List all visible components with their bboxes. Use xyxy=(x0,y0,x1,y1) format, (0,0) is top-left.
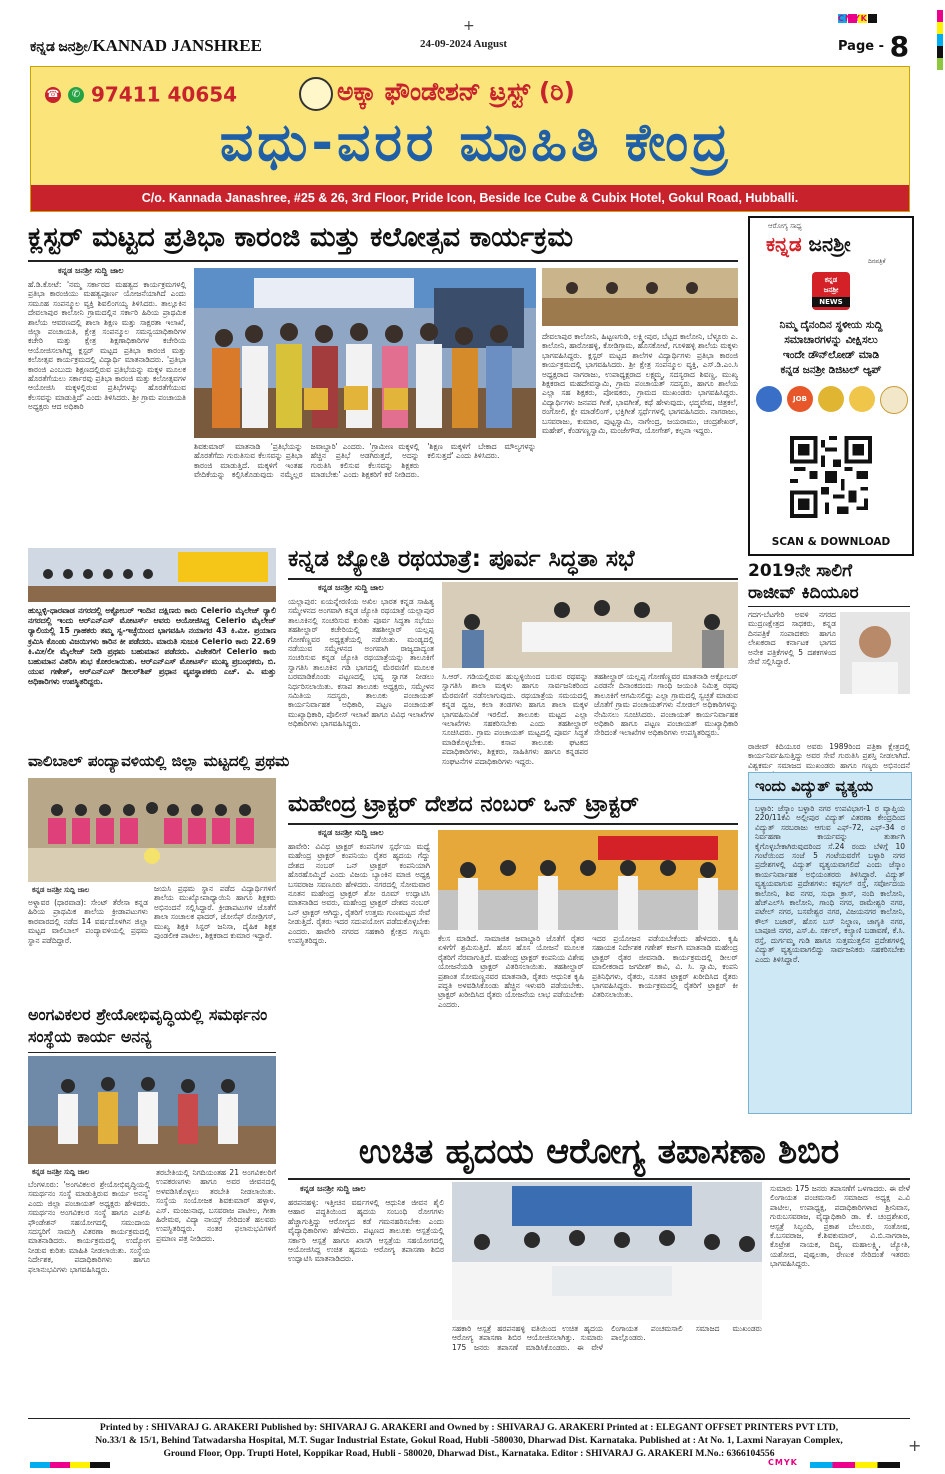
masthead-logo-kannada: ಕನ್ನಡ ಜನಶ್ರೀ xyxy=(30,40,88,55)
article7-byline: ಕನ್ನಡ ಜನಶ್ರೀ ಸುದ್ದಿ ಜಾಲ xyxy=(300,1184,366,1193)
article3-headline: ಕನ್ನಡ ಜ್ಯೋತಿ ರಥಯಾತ್ರೆ: ಪೂರ್ವ ಸಿದ್ಧತಾ ಸಭೆ xyxy=(288,546,635,572)
footer-line1: Printed by : SHIVARAJ G. ARAKERI Published by: SHIVARAJ G. ARAKERI and Owned by : SHIVARAJ G. ARAKERI Printed at : ELEGANT OFFSET PRINTERS PVT LTD, xyxy=(99,1422,839,1433)
article6-col1: ಬೆಂಗಳೂರು: 'ಅಂಗವಿಕಲರ ಶ್ರೇಯೋಭಿವೃದ್ಧಿಯಲ್ಲಿ ಸಮರ್ಥನಂ ಸಂಸ್ಥೆ ಮಾಡುತ್ತಿರುವ ಕಾರ್ಯ ಅನನ್ಯ' ಎಂದು ಜಿಲ್ಲಾ ಪಂಚಾಯತ್ ಅಧ್ಯಕ್ಷರು ಹೇಳಿದರು. ಸಮರ್ಥನಂ ಅಂಗವಿಕಲರ ಸಂಸ್ಥೆ ಹಾಗೂ ಎಚ್‌ಪಿ ಫೌಂಡೇಶನ್ ಸಹಯೋಗದಲ್ಲಿ ಸಮುದಾಯ ಸದಸ್ಯರಿಗೆ ಸಾಮಗ್ರಿ ವಿತರಣಾ ಕಾರ್ಯಕ್ರಮದಲ್ಲಿ ಮಾತನಾಡಿದರು. ಕಾರ್ಯಕ್ರಮದಲ್ಲಿ ಉದ್ಯೋಗ ನೀಡುವ ಕುರಿತು ಮಾಹಿತಿ ನೀಡಲಾಯಿತು. ಸಂಸ್ಥೆಯ ನಿರ್ದೇಶಕ, ಪದಾಧಿಕಾರಿಗಳು ಹಾಗೂ ಫಲಾನುಭವಿಗಳು ಭಾಗವಹಿಸಿದ್ದರು. xyxy=(28,1180,150,1274)
banner-address-strip xyxy=(31,185,909,211)
article4-col1: ಅಳ್ನಾವರ (ಧಾರವಾಡ): ಸೇಂಟ್ ತೆರೇಸಾ ಕನ್ನಡ ಹಿರಿಯ ಪ್ರಾಥಮಿಕ ಶಾಲೆಯ ಕ್ರೀಡಾಪಟುಗಳು ಕಾರವಾರದಲ್ಲಿ ನಡೆದ 14 ವರ್ಷದೊಳಗಿನ ಜಿಲ್ಲಾ ಮಟ್ಟದ ವಾಲಿಬಾಲ್ ಪಂದ್ಯಾವಳಿಯಲ್ಲಿ ಪ್ರಥಮ ಸ್ಥಾನ ಪಡೆದಿದ್ದಾರೆ. xyxy=(28,898,148,945)
gold-icon xyxy=(818,386,844,412)
masthead xyxy=(0,0,945,62)
article4-col2: ಜಯಸಿ ಪ್ರಥಮ ಸ್ಥಾನ ಪಡೆದ ವಿದ್ಯಾರ್ಥಿಗಳಿಗೆ ಶಾಲೆಯ ಮುಖ್ಯೋಪಾಧ್ಯಾಯಿನಿ ಹಾಗೂ ಶಿಕ್ಷಕರು ಅಭಿನಂದನೆ ಸಲ್ಲಿಸಿದ್ದಾರೆ. ಕ್ರೀಡಾಪಟುಗಳ ಜೊತೆಗೆ ಶಾಲಾ ಸಂಚಾಲಕ ಫಾದರ್, ಜೋಸೆಫ್ ರೋಡ್ರಿಗಸ್, ಮುಖ್ಯ ಶಿಕ್ಷಕಿ ಸಿಸ್ಟರ್ ಜನಿಸಾ, ದೈಹಿಕ ಶಿಕ್ಷಕ ಪುಂಡಲೀಕ ಪಾಟೀಲ, ಶಿಕ್ಷಕರಾದ ಕುಮಾರ ಇದ್ದಾರೆ. xyxy=(154,884,276,941)
ad-brand1: ಕನ್ನಡ xyxy=(766,232,802,256)
scan-label: SCAN & DOWNLOAD xyxy=(771,536,891,548)
article7-headline: ಉಚಿತ ಹೃದಯ ಆರೋಗ್ಯ ತಪಾಸಣಾ ಶಿಬಿರ xyxy=(358,1132,840,1172)
article7-col3: ಸುಮಾರು 175 ಜನರು ತಪಾಸಣೆಗೆ ಒಳಗಾದರು. ಈ ವೇಳೆ ಲಿಂಗಾಯತ ಪಂಚಮಸಾಲಿ ಸಮಾಜದ ಅಧ್ಯಕ್ಷ ಎ.ವಿ ಪಾಟೀಲ, ಉಪಾಧ್ಯಕ್ಷ, ಪದಾಧಿಕಾರಿಗಳಾದ ಶ್ರೀನಿವಾಸ, ಗುರುಬಸವರಾಜ, ವೈದ್ಯಾಧಿಕಾರಿ ಡಾ. ಕೆ. ಚಂದ್ರಶೇಖರ, ಆಸ್ಪತ್ರೆ ಸಿಬ್ಬಂದಿ, ಪ್ರಕಾಶ ಬೇಲೂರು, ಸಂತೋಷ, ಕೆ.ಬಸವರಾಜ, ಕೆ.ಶಿವಕುಮಾರ್, ವಿ.ಬಿ.ನಾಗರಾಜ, ಕೊಟ್ರೇಶ ನಾಯಕ, ದಿವ್ಯ, ಮಹಾಲಕ್ಷ್ಮಿ, ಜ್ಯೋತಿ, ಯಶೋದ, ಪುಷ್ಪಲತಾ, ರೇಣುಕ ಸೇರಿದಂತೆ ಇತರರು ಭಾಗವಹಿಸಿದ್ದರು. xyxy=(770,1184,910,1269)
power-body: ಬಳ್ಳಾರಿ: ಜೆಸ್ಕಾಂ ಬಳ್ಳಾರಿ ನಗರ ಉಪವಿಭಾಗ-1 ರ ವ್ಯಾಪ್ತಿಯ 220/11ಕೆವಿ ಅಲ್ಲೀಪುರ ವಿದ್ಯುತ್ ವಿತರಣಾ ಕೇಂದ್ರದಿಂದ ವಿದ್ಯುತ್ ಸರಬರಾಜು ಆಗುವ ಎಫ್-72, ಎಫ್-34 ರ ನಿರ್ವಹಣಾ ಕಾರ್ಯವನ್ನು ತುರ್ತಾಗಿ ಕೈಗೊಳ್ಳಬೇಕಾಗಿರುವುದರಿಂದ ಸೆ.24 ರಂದು ಬೆಳಿಗ್ಗೆ 10 ಗಂಟೆಯಿಂದ ಸಂಜೆ 5 ಗಂಟೆಯವರೆಗೆ ಬಳ್ಳಾರಿ ನಗರ ಪ್ರದೇಶಗಳಲ್ಲಿ ವಿದ್ಯುತ್ ವ್ಯತ್ಯಯವಾಗಲಿದೆ ಎಂದು ಜೆಸ್ಕಾಂ ಕಾರ್ಯನಿರ್ವಾಹಕ ಅಭಿಯಂತರರು ತಿಳಿಸಿದ್ದಾರೆ. ವಿದ್ಯುತ್ ವ್ಯತ್ಯಯವಾಗುವ ಪ್ರದೇಶಗಳು: ಕಪ್ಪಗಲ್ ರಸ್ತೆ, ಸರ್ವೋದಯ ಕಾಲೋನಿ, ಶಿವ ನಗರ, ಸುಧಾ ಕ್ರಾಸ್, ನಂದಿ ಕಾಲೋನಿ, ಹೆಚ್‌ಎಲ್‌ಸಿ ಕಾಲೋನಿ, ಗಾಂಧಿ ನಗರ, ರಾಮೇಶ್ವರಿ ನಗರ, ಪಟೇಲ್ ನಗರ, ಬಸವೇಶ್ವರ ನಗರ, ವಿಜಯನಗರ ಕಾಲೋನಿ, ಕೌಲ್ ಬಜಾರ್, ಹೊಸ ಬಸ್ ನಿಲ್ದಾಣ, ಜಾಗೃತಿ ನಗರ, ಬಾಪೂಜಿ ನಗರ, ಎಸ್.ಪಿ. ಸರ್ಕಲ್, ಕಲ್ಯಾಣಿ ಬಡಾವಣೆ, ಕೆ.ಸಿ. ರಸ್ತೆ, ದುರ್ಗಮ್ಮ ಗುಡಿ ಹಾಗೂ ಸುತ್ತಮುತ್ತಲಿನ ಪ್ರದೇಶಗಳಲ್ಲಿ ವಿದ್ಯುತ್ ವ್ಯತ್ಯಯವಾಗಲಿದ್ದು ಸಾರ್ವಜನಿಕರು ಸಹಕರಿಸಬೇಕು ಎಂದು ತಿಳಿಸಿದ್ದಾರೆ. xyxy=(755,804,905,964)
footer-color-strip-right xyxy=(810,1462,900,1468)
article6-photo xyxy=(28,1056,276,1164)
footer-color-strip-left xyxy=(30,1462,110,1468)
footer-line3: Ground Floor, Opp. Trupti Hotel, Koppikar Road, Hubli - 580020, Dharwad Dist., Karnataka. Editor : SHIVARAJ G. ARAKERI M.No.: 6366104556 xyxy=(163,1448,775,1459)
app-icon: ಕನ್ನಡ ಜನಶ್ರೀ NEWS xyxy=(812,272,850,310)
article5-headline: ಮಹೇಂದ್ರ ಟ್ರಾಕ್ಟರ್ ದೇಶದ ನಂಬರ್ ಒನ್ ಟ್ರಾಕ್ಟರ್ xyxy=(288,792,639,817)
phone-block xyxy=(45,81,237,107)
ad-brand xyxy=(766,232,851,256)
article7-col1: ಹರಪನಹಳ್ಳಿ: ಇತ್ತೀಚಿನ ವರ್ಷಗಳಲ್ಲಿ ಆಧುನಿಕ ಜೀವನ ಶೈಲಿ ಆಹಾರ ಪದ್ಧತಿಯಿಂದ ಹೃದಯ ಸಂಬಂಧಿ ರೋಗಗಳು ಹೆಚ್ಚಾಗುತ್ತಿದ್ದು ಆರೋಗ್ಯದ ಕಡೆ ಗಮನಹರಿಸಬೇಕು ಎಂದು ವೈದ್ಯಾಧಿಕಾರಿಗಳು ಹೇಳಿದರು. ಪಟ್ಟಣದ ತಾಲೂಕು ಆಸ್ಪತ್ರೆಯಲ್ಲಿ ಸರ್ಕಾರಿ ಆಸ್ಪತ್ರೆ ಹಾಗೂ ಖಾಸಗಿ ಆಸ್ಪತ್ರೆಯ ಸಹಯೋಗದಲ್ಲಿ ಆಯೋಜಿಸಿದ್ದ ಉಚಿತ ಹೃದಯ ಆರೋಗ್ಯ ತಪಾಸಣಾ ಶಿಬಿರ ಉದ್ಘಾಟಿಸಿ ಮಾತನಾಡಿದರು. xyxy=(288,1198,444,1264)
article1-photo2 xyxy=(542,268,738,326)
article5-col2: ಕೆಲಸ ಮಾಡಿದೆ. ಸಾಮಾಜಿಕ ಜವಾಬ್ದಾರಿ ಜೊತೆಗೆ ರೈತರ ಏಳಿಗೆಗೆ ಶ್ರಮಿಸುತ್ತಿದೆ. ಹೊಸ ಹೊಸ ಯೋಜನೆ ಮೂಲಕ ರೈತರಿಗೆ ನೆರವಾಗುತ್ತಿದೆ. ಮಹೇಂದ್ರ ಟ್ರಾಕ್ಟರ್ ಕಂಪನಿಯ ವಿಶೇಷ ಯೋಜನೆಯಡಿ ಟ್ರಾಕ್ಟರ್ ವಿತರಿಸಲಾಯಿತು. ತಹಶೀಲ್ದಾರ್ ಪ್ರಶಾಂತ ಸೋಮಣ್ಣನವರ ಮಾತನಾಡಿ, ರೈತರು ಆಧುನಿಕ ಕೃಷಿ ಪದ್ಧತಿ ಅಳವಡಿಸಿಕೊಂಡು ಹೆಚ್ಚಿನ ಇಳುವರಿ ಪಡೆಯಬೇಕು. ಟ್ರಾಕ್ಟರ್ ಖರೀದಿಸಿದ ರೈತರು ಯೋಜನೆಯ ಲಾಭ ಪಡೆಯಬೇಕು ಎಂದರು. xyxy=(438,934,584,1009)
article1-below-photo: ಶಿವಕುಮಾರ್ ಮಾತನಾಡಿ 'ಪ್ರತಿಭೆಯನ್ನು ಹೊರತೆಗೆದು ಗುರುತಿಸುವ ಕೆಲಸವನ್ನು ಪ್ರತಿಭಾ ಕಾರಂಜಿ ಮಾಡುತ್ತಿದೆ. ಮಕ್ಕಳಿಗೆ ಇಂತಹ ವೇದಿಕೆಯನ್ನು ಕಲ್ಪಿಸಿಕೊಡುವುದು ನಮ್ಮೆಲ್ಲರ ಜವಾಬ್ದಾರಿ' ಎಂದರು. 'ಗ್ರಾಮೀಣ ಮಕ್ಕಳಲ್ಲಿ ಹೆಚ್ಚಿನ ಪ್ರತಿಭೆ ಅಡಗಿರುತ್ತದೆ, ಅದನ್ನು ಗುರುತಿಸಿ ಕಲಿಸುವ ಕೆಲಸವನ್ನು ಶಿಕ್ಷಕರು ಮಾಡಬೇಕು' ಎಂದು ಶಿಕ್ಷಕರಿಗೆ ಕರೆ ನೀಡಿದರು. 'ಶಿಕ್ಷಣ ಮಕ್ಕಳಿಗೆ ಬೇಕಾದ ಮೌಲ್ಯಗಳನ್ನು ಕಲಿಸುತ್ತದೆ' ಎಂದು ತಿಳಿಸಿದರು. xyxy=(194,442,536,480)
news-icon xyxy=(756,386,782,412)
article7-photo xyxy=(452,1182,762,1320)
article6-byline: ಕನ್ನಡ ಜನಶ್ರೀ ಸುದ್ದಿ ಜಾಲ xyxy=(32,1168,90,1176)
phone-icon: ☎ xyxy=(45,87,61,103)
trust-emblem-icon xyxy=(299,77,333,111)
article5-photo xyxy=(438,830,738,930)
masthead-title: KANNAD JANSHREE xyxy=(92,36,262,55)
footer-cmyk-label: CMYK xyxy=(768,1458,798,1467)
article4-byline: ಕನ್ನಡ ಜನಶ್ರೀ ಸುದ್ದಿ ಜಾಲ xyxy=(32,886,90,894)
article6-col2: ತರಬೇತಿಯಲ್ಲಿ ನಿಗದಿಯಂತಹ 21 ಅಂಗವಿಕಲರಿಗೆ ಉಪಕರಣಗಳು ಹಾಗೂ ಅವರ ಜೀವನದಲ್ಲಿ ಅಳವಡಿಸಿಕೊಳ್ಳಲು ತರಬೇತಿ ನೀಡಲಾಯಿತು. ಸಂಸ್ಥೆಯ ಸಂಯೋಜಕ ಶಿವಕುಮಾರ್ ಹಳ್ಳಾಳ, ಎಸ್. ಮಂಜುನಾಥ, ಬಸವರಾಜ ಪಾಟೀಲ, ಗೀತಾ ಹಿರೇಮಠ, ವಿದ್ಯಾ ನಾಯ್ಕ್ ಸೇರಿದಂತೆ ಹಲವರು ಉಪಸ್ಥಿತರಿದ್ದರು. ನಂತರ ಫಲಾನುಭವಿಗಳಿಗೆ ಪ್ರಮಾಣ ಪತ್ರ ನೀಡಿದರು. xyxy=(156,1168,276,1243)
article1-headline: ಕ್ಲಸ್ಟರ್ ಮಟ್ಟದ ಪ್ರತಿಭಾ ಕಾರಂಜಿ ಮತ್ತು ಕಲೋತ್ಸವ ಕಾರ್ಯಕ್ರಮ xyxy=(28,222,573,253)
article3-photo xyxy=(442,582,738,668)
article3-col3: ತಹಶೀಲ್ದಾರ್ ಯಲ್ಲಪ್ಪ ಗೋಣೆಣ್ಣವರ ಮಾತನಾಡಿ ಅಕ್ಟೋಬರ್ ಎರಡನೇ ದಿನಾಂಕದಂದು ಗಾಂಧಿ ಜಯಂತಿ ನಿಮಿತ್ತ ರಥವು ತಾಲೂಕಿಗೆ ಆಗಮಿಸಲಿದ್ದು ಎಲ್ಲಾ ಗ್ರಾಮದಲ್ಲಿ ಸ್ವಚ್ಛತೆ ಮಾಡುವ ಜೊತೆಗೆ ಗ್ರಾಮ ಪಂಚಾಯತ್‌ಗಳು ನೋಡಲ್ ಅಧಿಕಾರಿಗಳನ್ನು ನೇಮಿಸಲು ಸೂಚಿಸಿದರು. ಪಂಚಾಯತ್ ಕಾರ್ಯನಿರ್ವಾಹಕ ಅಧಿಕಾರಿ ಹಾಗೂ ಪಟ್ಟಣ ಪಂಚಾಯತ್ ಮುಖ್ಯಾಧಿಕಾರಿ ಸೇರಿದಂತೆ ಇಲಾಖೆಗಳ ಅಧಿಕಾರಿಗಳು ಉಪಸ್ಥಿತರಿದ್ದರು. xyxy=(594,672,738,738)
calendar-icon xyxy=(880,386,908,414)
article5-col3: ಇದರ ಪ್ರಯೋಜನ ಪಡೆಯಬೇಕೆಂದು ಹೇಳಿದರು. ಕೃಷಿ ಸಹಾಯಕ ನಿರ್ದೇಶಕ ಗಣೇಶ್ ಕರ್ಜಗಿ ಮಾತನಾಡಿ ಮಹೇಂದ್ರ ಟ್ರಾಕ್ಟರ್ ರೈತರ ಜೀವನಾಡಿ. ಕಾರ್ಯಕ್ರಮದಲ್ಲಿ ಡೀಲರ್ ಮಾಲೀಕರಾದ ಜಗದೀಶ್ ಕಾವಿ, ವಿ. ಸಿ. ಸ್ವಾಮಿ, ಕಂಪನಿ ಪ್ರತಿನಿಧಿಗಳು, ರೈತರು, ನೂತನ ಟ್ರಾಕ್ಟರ್ ಖರೀದಿಸಿದ ರೈತರು ಭಾಗವಹಿಸಿದ್ದರು. ಕಾರ್ಯಕ್ರಮದಲ್ಲಿ ರೈತರಿಗೆ ಟ್ರಾಕ್ಟರ್ ಕೀ ವಿತರಿಸಲಾಯಿತು. xyxy=(592,934,738,1000)
banner-title: ವಧು-ವರರ ಮಾಹಿತಿ ಕೇಂದ್ರ xyxy=(219,113,733,173)
rajiv-body: ರಾಜೀವ್ ಕಿದಿಯೂರ ಅವರು 1989ರಿಂದ ಪತ್ರಿಕಾ ಕ್ಷೇತ್ರದಲ್ಲಿ ಕಾರ್ಯನಿರ್ವಹಿಸುತ್ತಿದ್ದು ಅವರ ಸೇವೆ ಗುರುತಿಸಿ ಪ್ರಶಸ್ತಿ ನೀಡಲಾಗಿದೆ. ವಿಶ್ವಕರ್ಮ ಸಮಾಜದ ಮುಖಂಡರು ಹಾಗೂ ಗಣ್ಯರು ಅಭಿನಂದನೆ xyxy=(748,742,910,770)
article4-photo xyxy=(28,778,276,882)
footer-imprint xyxy=(28,1421,910,1460)
article4-headline: ವಾಲಿಬಾಲ್ ಪಂದ್ಯಾವಳಿಯಲ್ಲಿ ಜಿಲ್ಲಾ ಮಟ್ಟದಲ್ಲಿ ಪ್ರಥಮ xyxy=(28,752,290,770)
footer-line2: No.33/1 & 15/1, Behind Tatwadarsha Hospital, M.T. Sugar Industrial Estate, Gokul Road, Hubli -580030, Dharwad Dist. Karnataka. Published at : At No. 1, Laxmi Narayan Complex, xyxy=(95,1435,843,1446)
article1-col2: ದೇವಲಾಪುರ ಕಾಲೋನಿ, ಹಿಟ್ಟಣಗುಡಿ, ಲಕ್ಷ್ಮೀಪುರ, ಬೆಟ್ಟದ ಕಾಲೋನಿ, ಬೆಳ್ಳೂರು ಎ. ಕಾಲೋನಿ, ಹಾರೋಹಳ್ಳಿ, ಕೋಡಿಗ್ರಾಮ, ಹೊಸಕೋಟೆ, ಗೂಳಿಹಳ್ಳಿ ಶಾಲೆಯ ಮಕ್ಕಳು ಭಾಗವಹಿಸಿದ್ದರು. ಕ್ಲಸ್ಟರ್ ಮಟ್ಟದ ಶಾಲೆಗಳ ವಿದ್ಯಾರ್ಥಿಗಳು ಪ್ರತಿಭಾ ಕಾರಂಜಿ ಕಾರ್ಯಕ್ರಮದಲ್ಲಿ ಭಾಗವಹಿಸಿದರು. ಶ್ರೀ ಕ್ಷೇತ್ರ ಸಂಪನ್ಮೂಲ ವ್ಯಕ್ತಿ, ಎಸ್.ಡಿ.ಎಂ.ಸಿ ಅಧ್ಯಕ್ಷರಾದ ನಾಗರಾಜು, ಉಪಾಧ್ಯಕ್ಷರಾದ ಲಕ್ಷ್ಮಮ್ಮ, ಸದಸ್ಯರಾದ ಶಿವಣ್ಣ, ಮುಖ್ಯ ಶಿಕ್ಷಕರಾದ ಮಹದೇವಸ್ವಾಮಿ, ಗ್ರಾಮ ಪಂಚಾಯತ್ ಸದಸ್ಯರು, ಹಾಗೂ ಶಾಲೆಯ ಎಲ್ಲಾ ಸಹ ಶಿಕ್ಷಕರು, ಪೋಷಕರು, ಗ್ರಾಮದ ಮುಖಂಡರು ಭಾಗವಹಿಸಿದ್ದರು. ವಿದ್ಯಾರ್ಥಿಗಳು ಜನಪದ ಗೀತೆ, ಭಾವಗೀತೆ, ಕಥೆ ಹೇಳುವುದು, ಛದ್ಮವೇಷ, ಚಿತ್ರಕಲೆ, ರಂಗೋಲಿ, ಕ್ಲೇ ಮಾಡೆಲಿಂಗ್, ಭಕ್ತಿಗೀತೆ ಸ್ಪರ್ಧೆಗಳಲ್ಲಿ ಭಾಗವಹಿಸಿದರು. ನಾಗರಾಜು, ಬಸವರಾಜು, ಕುಮಾರ, ಪುಟ್ಟಸ್ವಾಮಿ, ನಾಗೇಂದ್ರ, ಜಯರಾಮು, ಚಂದ್ರಶೇಖರ್, ಮಹೇಶ್, ಕೆಂಡಗಣ್ಣಸ್ವಾಮಿ, ಮಂಜೇಗೌಡ, ಯೋಗೇಶ್, ಕಲ್ಪನಾ ಇದ್ದರು. xyxy=(542,332,738,436)
cmyk-marker xyxy=(838,14,878,23)
banner-address: C/o. Kannada Janashree, #25 & 26, 3rd Floor, Pride Icon, Beside Ice Cube & Cubix Hotel, Gokul Road, Hubballi. xyxy=(141,191,799,205)
ad-brand2: ಜನಶ್ರೀ xyxy=(808,232,851,256)
whatsapp-icon: ✆ xyxy=(68,87,84,103)
power-headline: ಇಂದು ವಿದ್ಯುತ್ ವ್ಯತ್ಯಯ xyxy=(749,773,911,800)
page-label: Page - xyxy=(838,39,884,54)
rajiv-intro: ಗದಗ-ಬೆಟಗೇರಿ ಅವಳಿ ನಗರದ ಮುದ್ರಣಕ್ಷೇತ್ರದ ಸಾಧಕರು, ಕನ್ನಡ ದಿನಪತ್ರಿಕೆ ಸಂಪಾದಕರು ಹಾಗೂ ಲೇಖಕರಾದ ಕರ್ನಾಟಕ ಭಾಗದ ಅನೇಕ ಪತ್ರಿಕೆಗಳಲ್ಲಿ 5 ದಶಕಗಳಿಂದ ಸೇವೆ ಸಲ್ಲಿಸಿದ್ದಾರೆ. xyxy=(748,610,836,667)
ad-icon-row xyxy=(756,386,906,416)
ad-top-small: ಆರೋಗ್ಯ ಸಾಧ್ಯ xyxy=(768,222,802,230)
matrimony-banner xyxy=(30,66,910,212)
article5-col1: ಹಾವೇರಿ: ವಿವಿಧ ಟ್ರಾಕ್ಟರ್ ಕಂಪನಿಗಳ ಸ್ಪರ್ಧೆಯ ಮಧ್ಯೆ ಮಹೇಂದ್ರ ಟ್ರಾಕ್ಟರ್ ಕಂಪನಿಯು ರೈತರ ಹೃದಯ ಗೆದ್ದು ದೇಶದ ನಂಬರ್ ಒನ್ ಟ್ರಾಕ್ಟರ್ ಕಂಪನಿಯಾಗಿ ಹೊರಹೊಮ್ಮಿದೆ ಎಂದು ವಿಜಯ ಬ್ಯಾಂಕಿನ ಮಾಜಿ ಅಧ್ಯಕ್ಷ ಬಸವರಾಜ ಸವಣೂರು ಹೇಳಿದರು. ನಗರದಲ್ಲಿ ಸೋಮವಾರ ನೂತನ ಮಹೇಂದ್ರ ಟ್ರಾಕ್ಟರ್ ಶೋ ರೂಮ್ ಉದ್ಘಾಟಿಸಿ ಮಾತನಾಡಿದ ಅವರು, ಮಹೇಂದ್ರ ಟ್ರಾಕ್ಟರ್ ದೇಶದ ನಂಬರ್ ಒನ್ ಟ್ರಾಕ್ಟರ್ ಆಗಿದ್ದು, ರೈತರಿಗೆ ಉತ್ತಮ ಗುಣಮಟ್ಟದ ಸೇವೆ ನೀಡುತ್ತಿದೆ. ರೈತರು ಇದರ ಸದುಪಯೋಗ ಪಡೆದುಕೊಳ್ಳಬೇಕು ಎಂದರು. ಹಾವೇರಿ ನಗರದ ಸಹಕಾರಿ ಕ್ಷೇತ್ರದ ಗಣ್ಯರು ಉಪಸ್ಥಿತರಿದ್ದರು. xyxy=(288,842,430,946)
crop-mark-bottom: + xyxy=(908,1436,922,1455)
issue-date: 24-09-2024 August xyxy=(420,38,508,50)
cmyk-label: CMYK xyxy=(838,14,868,23)
article3-col2: ಸಿ.ಆರ್. ಗಡಿಯಲ್ಲಿರುವ ಹುಬ್ಬಳ್ಳಿಯಿಂದ ಬರುವ ರಥವನ್ನು ಸ್ವಾಗತಿಸಿ ಶಾಲಾ ಮಕ್ಕಳು ಹಾಗೂ ಸಾರ್ವಜನಿಕರಿಂದ ಮೆರವಣಿಗೆ ನಡೆಸಲಾಗುವುದು. ರಥಯಾತ್ರೆಯ ಸಮಯದಲ್ಲಿ ಕನ್ನಡ ಧ್ವಜ, ಕಲಾ ತಂಡಗಳು ಹಾಗೂ ಶಾಲಾ ಮಕ್ಕಳ ಭಾಗವಹಿಸುವಿಕೆ ಇರಲಿದೆ. ತಾಲೂಕು ಮಟ್ಟದ ಎಲ್ಲಾ ಇಲಾಖೆಗಳು ಸಹಕರಿಸಬೇಕು ಎಂದು ತಹಶೀಲ್ದಾರ್ ಸೂಚಿಸಿದರು. ಗ್ರಾಮ ಪಂಚಾಯತ್ ಮಟ್ಟದಲ್ಲಿ ಪೂರ್ವ ಸಿದ್ಧತೆ ಮಾಡಿಕೊಳ್ಳಬೇಕು. ಕಸಾಪ ತಾಲೂಕು ಘಟಕದ ಪದಾಧಿಕಾರಿಗಳು, ಶಿಕ್ಷಕರು, ಸಾಹಿತಿಗಳು ಹಾಗೂ ಕನ್ನಡಪರ ಸಂಘಟನೆಗಳ ಪದಾಧಿಕಾರಿಗಳು ಇದ್ದರು. xyxy=(442,672,588,766)
article6-headline: ಅಂಗವಿಕಲರ ಶ್ರೇಯೋಭಿವೃದ್ಧಿಯಲ್ಲಿ ಸಮರ್ಥನಂ ಸಂಸ್ಥೆಯ ಕಾರ್ಯ ಅನನ್ಯ xyxy=(28,1005,268,1046)
article1-photo xyxy=(194,268,536,438)
masthead-logo: ಕನ್ನಡ ಜನಶ್ರೀ/KANNAD JANSHREE xyxy=(30,36,262,55)
article3-col1: ಯಲ್ಲಾಪುರ: ಏಯನ್ನೇರಣಿಯ ಅಖಿಲ ಭಾರತ ಕನ್ನಡ ಸಾಹಿತ್ಯ ಸಮ್ಮೇಳನದ ಅಂಗವಾಗಿ ಕನ್ನಡ ಜ್ಯೋತಿ ರಥಯಾತ್ರೆ ಯಲ್ಲಾಪುರ ತಾಲೂಕಿನಲ್ಲಿ ಸಂಚರಿಸುವ ಕುರಿತು ಪೂರ್ವ ಸಿದ್ಧತಾ ಸಭೆಯು ತಹಶೀಲ್ದಾರ್ ಕಚೇರಿಯಲ್ಲಿ ತಹಶೀಲ್ದಾರ್ ಯಲ್ಲಪ್ಪ ಗೋಣೆಣ್ಣವರ ಅಧ್ಯಕ್ಷತೆಯಲ್ಲಿ ನಡೆಯಿತು. ಮಂಡ್ಯದಲ್ಲಿ ನಡೆಯುವ ಸಮ್ಮೇಳನದ ಅಂಗವಾಗಿ ರಾಜ್ಯದಾದ್ಯಂತ ಸಂಚರಿಸುವ ಕನ್ನಡ ಜ್ಯೋತಿ ರಥಯಾತ್ರೆಯನ್ನು ತಾಲೂಕಿಗೆ ಸ್ವಾಗತಿಸಿ ತಾಲೂಕಿನ ಗಡಿ ಭಾಗದಲ್ಲಿ ಮೆರವಣಿಗೆ ಮೂಲಕ ಬರಮಾಡಿಕೊಂಡು ಪಟ್ಟಣದಲ್ಲಿ ಭವ್ಯ ಸ್ವಾಗತ ನೀಡಲು ನಿರ್ಧರಿಸಲಾಯಿತು. ಕಸಾಪ ತಾಲೂಕು ಅಧ್ಯಕ್ಷರು, ಸಮ್ಮೇಳನ ಸಮಿತಿಯ ಸದಸ್ಯರು, ತಾಲೂಕು ಪಂಚಾಯತ್ ಕಾರ್ಯನಿರ್ವಾಹಕ ಅಧಿಕಾರಿ, ಪಟ್ಟಣ ಪಂಚಾಯತ್ ಮುಖ್ಯಾಧಿಕಾರಿ, ಪೊಲೀಸ್ ಇಲಾಖೆ ಹಾಗೂ ವಿವಿಧ ಇಲಾಖೆಗಳ ಅಧಿಕಾರಿಗಳು ಭಾಗವಹಿಸಿದ್ದರು. xyxy=(288,597,434,729)
qr-code[interactable] xyxy=(790,436,872,518)
phone-number: 97411 40654 xyxy=(90,82,238,107)
rajiv-photo xyxy=(840,612,910,694)
page-number: 8 xyxy=(889,30,910,63)
trust-name: ಅಕ್ಕಾ ಫೌಂಡೇಶನ್ ಟ್ರಸ್ಟ್ (ರಿ) xyxy=(337,77,575,106)
article3-byline: ಕನ್ನಡ ಜನಶ್ರೀ ಸುದ್ದಿ ಜಾಲ xyxy=(318,583,384,592)
astrology-icon xyxy=(849,386,875,412)
ad-promo: ನಿಮ್ಮ ದೈನಂದಿನ ಸ್ಥಳೀಯ ಸುದ್ದಿ ಸಮಾಚಾರಗಳನ್ನು ವೀಕ್ಷಿಸಲು ಇಂದೇ ಡೌನ್‌ಲೋಡ್ ಮಾಡಿ ಕನ್ನಡ ಜನಶ್ರೀ ಡಿಜಿಟಲ್ ಆ್ಯಪ್ xyxy=(779,319,883,376)
sidebar-app-ad xyxy=(748,216,914,556)
article7-col2: ಸಹಕಾರಿ ಆಸ್ಪತ್ರೆ ಹರಪನಹಳ್ಳಿ ವತಿಯಿಂದ ಉಚಿತ ಹೃದಯ ಆರೋಗ್ಯ ತಪಾಸಣಾ ಶಿಬಿರ ಆಯೋಜಿಸಲಾಗಿತ್ತು. ಸುಮಾರು 175 ಜನರು ತಪಾಸಣೆ ಮಾಡಿಸಿಕೊಂಡರು. ಈ ವೇಳೆ ಲಿಂಗಾಯತ ಪಂಚಮಸಾಲಿ ಸಮಾಜದ ಮುಖಂಡರು ಪಾಲ್ಗೊಂಡರು. xyxy=(452,1324,762,1352)
article2-photo xyxy=(28,548,276,602)
crop-mark: + xyxy=(463,18,475,34)
article2-caption: ಹುಬ್ಬಳ್ಳಿ-ಧಾರವಾಡ ನಗರದಲ್ಲಿ ಅಕ್ಟೋಬರ್ ಇಂದಿನ ದಕ್ಷಿಣರು ಕಾರು Celerio ಮೈಲೇಜ್ ರ‍್ಯಾಲಿ ನಗರದಲ್ಲಿ ಇಂದು ಆರ್‌ಎನ್ಎಸ್ ಮೋಟರ್ಸ್ ಆವರು ಆಯೋಜಿಸಿದ್ದ Celerio ಮೈಲೇಜ್ ರ‍್ಯಾಲಿಯಲ್ಲಿ 15 ಗ್ರಾಹಕರು ತಮ್ಮ ಸ್ವ-ಇಚ್ಛೆಯಿಂದ ಭಾಗವಹಿಸಿ ನಯಾಗರ 43 ಕಿ.ಮೀ. ಪ್ರಯಾಣ ಕ್ರಮಿಸಿ ಕೊಂಡು ವಿಜಯಿಗಳು ಕಾರಿನ ಕೀ ಪಡೆದರು. ಮಾರುತಿ ಸುಜುಕಿ Celerio ಕಾರು 22.69 ಕಿ.ಮೀ/ಲೀ ಮೈಲೇಜ್ ನೀಡಿ ಪ್ರಥಮ ಬಹುಮಾನ ಪಡೆದರು. ವಿಜೇತರಿಗೆ Celerio ಕಾರು ಬಹುಮಾನ ವಿತರಿಸಿ ಶುಭ ಕೋರಲಾಯಿತು. ಆರ್‌ಎನ್ಎಸ್ ಮೋಟರ್ಸ್ ಮುಖ್ಯ ಪ್ರಬಂಧಕರು, ಬಿ. ಯುವ ಗಣೇಶ್, ಆರ್‌ಎನ್ಎಸ್ ಡೀಲರ್‌ಶಿಪ್ ಪ್ರಧಾನ ವ್ಯವಸ್ಥಾಪಕರು ಎಚ್. ವಿ. ಮತ್ತು ಅಧಿಕಾರಿಗಳು ಉಪಸ್ಥಿತರಿದ್ದರು. xyxy=(28,606,276,687)
page-indicator xyxy=(838,30,909,63)
color-bar-right xyxy=(937,10,943,70)
jobs-icon: JOB xyxy=(787,386,813,412)
article1-byline: ಕನ್ನಡ ಜನಶ್ರೀ ಸುದ್ದಿ ಜಾಲ xyxy=(58,266,124,275)
article1-col1: ಹೆ.ಡಿ.ಕೋಟೆ: 'ನಮ್ಮ ಸರ್ಕಾರದ ಮಹತ್ವದ ಕಾರ್ಯಕ್ರಮಗಳಲ್ಲಿ ಪ್ರತಿಭಾ ಕಾರಂಜಿಯು ಮಹತ್ವಪೂರ್ಣ ಯೋಜನೆಯಾಗಿದೆ ಎಂದು ಸಮೂಹ ಸಂಪನ್ಮೂಲ ವ್ಯಕ್ತಿ ಶಿವಲಿಂಗಯ್ಯ ತಿಳಿಸಿದರು. ತಾಲ್ಲೂಕಿನ ದೇವಲಾಪುರ ಕಾಲೋನಿ ಗ್ರಾಮದಲ್ಲಿನ ಸರ್ಕಾರಿ ಹಿರಿಯ ಪ್ರಾಥಮಿಕ ಶಾಲೆಯ ಆವರಣದಲ್ಲಿ ಶಾಲಾ ಶಿಕ್ಷಣ ಮತ್ತು ಸಾಕ್ಷರತಾ ಇಲಾಖೆ, ಜಿಲ್ಲಾ ಪಂಚಾಯತಿ, ಕ್ಷೇತ್ರ ಸಂಪನ್ಮೂಲ ಸಮನ್ವಯಾಧಿಕಾರಿಗಳ ಕಚೇರಿ ಮತ್ತು ಕ್ಷೇತ್ರ ಶಿಕ್ಷಣಾಧಿಕಾರಿಗಳ ಕಚೇರಿಯ ಆಯೋಜಿಸಲಾಗಿದ್ದ ಕ್ಲಸ್ಟರ್ ಮಟ್ಟದ ಪ್ರತಿಭಾ ಕಾರಂಜಿ ಮತ್ತು ಕಲೋತ್ಸವ ಕಾರ್ಯಕ್ರಮದಲ್ಲಿ ವಿದ್ಯಾರ್ಥಿ ಮಾತನಾಡಿದರು. 'ಪ್ರತಿಭಾ ಕಾರಂಜಿ ಎಂಬುದು ಶಿಕ್ಷಣದಲ್ಲಿರುವ ಪ್ರತಿಭೆಯನ್ನು ಮಕ್ಕಳ ಮೂಲಕ ಹೊರತೆಗೆಯಲು ಸರ್ಕಾರವು ಪ್ರತಿಭಾ ಕಾರಂಜಿ ಮತ್ತು ಕಲೋತ್ಸವಗಳ ಆಯೋಜಿಸಿ ಮಕ್ಕಳಲ್ಲಿರುವ ಪ್ರತಿಭೆಗಳನ್ನು ಹೊರತೆಗೆಯುವ ಕೆಲಸವನ್ನು ಮಾಡುತ್ತಿದೆ' ಎಂದು ತಿಳಿಸಿದರು. ಶ್ರೀ ಗ್ರಾಮ ಪಂಚಾಯತಿ ಅಧ್ಯಕ್ಷರು ಆದ ಅಧಿಕಾರಿ xyxy=(28,280,186,412)
power-box xyxy=(748,772,912,1114)
ad-tagline: ದಿನಪತ್ರಿಕೆ xyxy=(868,258,886,265)
article5-byline: ಕನ್ನಡ ಜನಶ್ರೀ ಸುದ್ದಿ ಜಾಲ xyxy=(318,828,384,837)
rajiv-headline: 2019ನೇ ಸಾಲಿಗೆ ರಾಜೀವ್ ಕಿದಿಯೂರ xyxy=(748,561,859,603)
